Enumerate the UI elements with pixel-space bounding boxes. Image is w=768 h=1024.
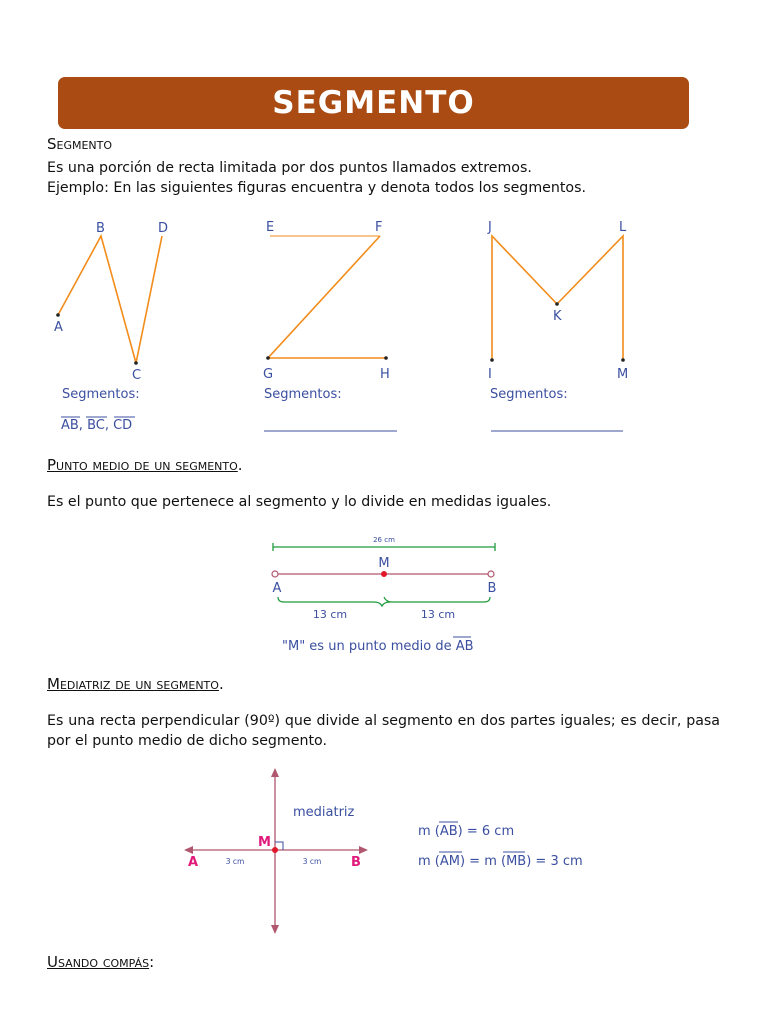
figure-m bbox=[487, 220, 628, 431]
caption-prefix: "M" es un punto medio de bbox=[282, 639, 456, 654]
caption-segment: AB bbox=[455, 639, 474, 654]
page-title: SEGMENTO bbox=[272, 85, 475, 121]
segments-caption-z: Segmentos: bbox=[264, 387, 342, 402]
heading-text: Mediatriz de un segmento bbox=[47, 675, 219, 693]
equation-2: m (AM) = m (MB) = 3 cm bbox=[418, 854, 583, 869]
segments-caption-m: Segmentos: bbox=[490, 387, 568, 402]
label-b: B bbox=[96, 221, 105, 236]
point-c bbox=[134, 361, 138, 365]
label-a: A bbox=[54, 320, 63, 335]
label-h: H bbox=[380, 367, 390, 382]
total-measure-label: 26 cm bbox=[373, 536, 395, 544]
mediatriz-label: mediatriz bbox=[293, 805, 355, 820]
point-m bbox=[621, 358, 625, 362]
figure-n bbox=[54, 221, 168, 433]
figure-n-lines bbox=[58, 236, 162, 363]
punto-medio-text: Es el punto que pertenece al segmento y lo divide en medidas iguales. bbox=[47, 494, 552, 510]
figure-z bbox=[263, 220, 397, 431]
section-heading-compas bbox=[47, 953, 154, 971]
point-g bbox=[266, 356, 270, 360]
label-l: L bbox=[619, 220, 627, 235]
label-c: C bbox=[132, 368, 142, 383]
segments-caption: Segmentos: bbox=[62, 387, 140, 402]
left-measure: 3 cm bbox=[225, 857, 245, 866]
label-left: A bbox=[272, 581, 282, 596]
label-right: B bbox=[487, 581, 497, 596]
label-i: I bbox=[488, 367, 492, 382]
label-e: E bbox=[266, 220, 275, 235]
heading-suffix: . bbox=[237, 456, 243, 474]
label-j: J bbox=[488, 220, 492, 235]
segments-answer: AB, BC, CD bbox=[61, 418, 133, 433]
right-measure: 3 cm bbox=[302, 857, 322, 866]
point-h bbox=[384, 356, 388, 360]
section-heading-punto-medio bbox=[47, 456, 243, 474]
label-midpoint: M bbox=[378, 556, 390, 571]
label-m: M bbox=[258, 835, 271, 850]
heading-suffix: : bbox=[149, 953, 155, 971]
mediatriz-text: Es una recta perpendicular (90º) que divide al segmento en dos partes iguales; es decir, pasa por el punto medio de dicho segmento. bbox=[47, 713, 720, 749]
label-b: B bbox=[351, 855, 361, 870]
half-right-label: 13 cm bbox=[420, 608, 456, 621]
heading-text: Segmento bbox=[47, 135, 113, 153]
label-g: G bbox=[263, 367, 274, 382]
point-a bbox=[56, 313, 60, 317]
example-text: Ejemplo: En las siguientes figuras encuentra y denota todos los segmentos. bbox=[47, 180, 587, 196]
label-m: M bbox=[617, 367, 629, 382]
label-a: A bbox=[188, 855, 199, 870]
equation-1: m (AB) = 6 cm bbox=[418, 824, 515, 839]
heading-suffix: . bbox=[218, 675, 224, 693]
heading-text: Punto medio de un segmento bbox=[47, 456, 238, 474]
label-f: F bbox=[375, 220, 383, 235]
point-k bbox=[555, 302, 559, 306]
label-d: D bbox=[158, 221, 169, 236]
figure-z-lines bbox=[268, 236, 386, 358]
half-left-label: 13 cm bbox=[312, 608, 348, 621]
definition-text: Es una porción de recta limitada por dos puntos llamados extremos. bbox=[47, 160, 532, 176]
point-i bbox=[490, 358, 494, 362]
section-heading-mediatriz bbox=[47, 675, 224, 693]
figure-m-lines bbox=[492, 236, 623, 360]
label-k: K bbox=[553, 309, 562, 324]
heading-text: Usando compás bbox=[47, 953, 150, 971]
